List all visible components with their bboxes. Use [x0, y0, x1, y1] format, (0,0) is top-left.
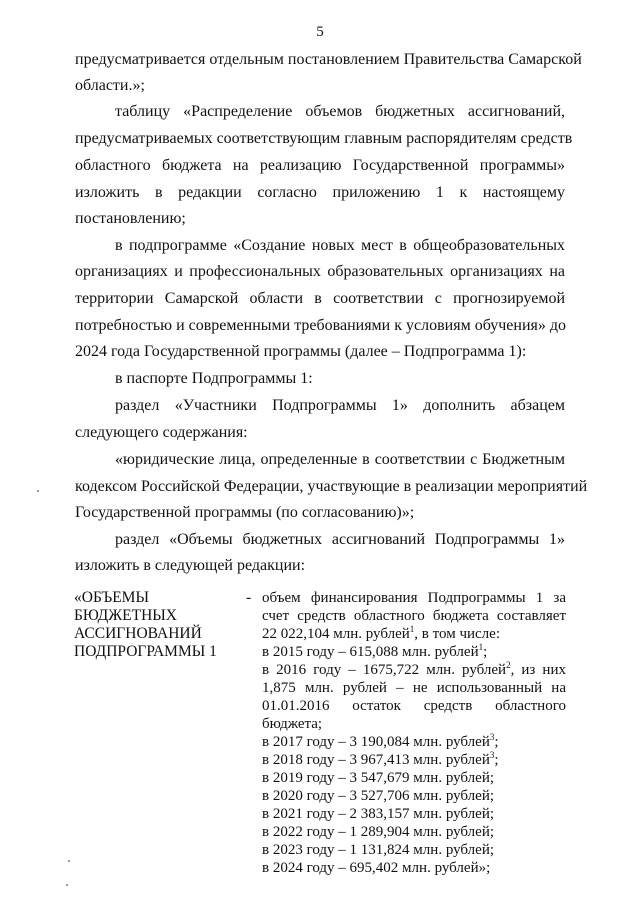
- body-line: 2024 года Государственной программы (далее – Подпрограмма 1):: [75, 343, 527, 360]
- scan-speck: [66, 884, 68, 886]
- table-value-line: в 2023 году – 1 131,824 млн. рублей;: [262, 842, 495, 858]
- table-label-line: ПОДПРОГРАММЫ 1: [74, 643, 217, 660]
- body-line: в паспорте Подпрограммы 1:: [115, 370, 313, 387]
- body-line: потребностью и современными требованиями к условиям обучения» до: [75, 317, 567, 334]
- table-value-line: в 2020 году – 3 527,706 млн. рублей;: [262, 788, 495, 804]
- scan-speck: [37, 490, 39, 492]
- table-value-line: в 2022 году – 1 289,904 млн. рублей;: [262, 824, 495, 840]
- table-value-line: в 2015 году – 615,088 млн. рублей$^1$;: [262, 642, 488, 660]
- page-number: 5: [316, 24, 324, 40]
- body-line: предусматривается отдельным постановлением Правительства Самарской: [75, 51, 582, 68]
- table-value-line: 22 022,104 млн. рублей$^1$, в том числе:: [262, 624, 500, 642]
- table-value-line: в 2017 году – 3 190,084 млн. рублей$^3$;: [262, 732, 499, 750]
- table-value-line: 1,875 млн. рублей – не использованный на: [262, 680, 566, 696]
- table-value-line: в 2019 году – 3 547,679 млн. рублей;: [262, 770, 495, 786]
- table-label-line: «ОБЪЕМЫ: [74, 589, 149, 606]
- table-value-line: 01.01.2016 остаток средств областного: [262, 698, 566, 714]
- table-value-line: в 2018 году – 3 967,413 млн. рублей$^3$;: [262, 750, 499, 768]
- body-line: областного бюджета на реализацию Государственной программы»: [75, 157, 565, 174]
- body-line: таблицу «Распределение объемов бюджетных ассигнований,: [115, 103, 565, 120]
- table-value-line: бюджета;: [262, 716, 323, 732]
- table-value-line: в 2016 году – 1675,722 млн. рублей$^2$, из них: [262, 660, 566, 678]
- table-label-line: БЮДЖЕТНЫХ: [74, 607, 177, 624]
- body-line: организациях и профессиональных образовательных организациях на: [75, 263, 565, 280]
- body-line: следующего содержания:: [75, 424, 248, 441]
- body-line: Государственной программы (по согласованию)»;: [75, 504, 415, 521]
- table-value-line: объем финансирования Подпрограммы 1 за: [262, 590, 566, 606]
- table-label-line: АССИГНОВАНИЙ: [74, 625, 202, 642]
- table-value-line: счет средств областного бюджета составляет: [262, 608, 566, 624]
- body-line: в подпрограмме «Создание новых мест в общеобразовательных: [115, 237, 565, 254]
- body-line: «юридические лица, определенные в соответствии с Бюджетным: [115, 451, 565, 468]
- body-line: раздел «Объемы бюджетных ассигнований Подпрограммы 1»: [115, 531, 565, 548]
- scan-speck: [68, 860, 70, 862]
- body-line: изложить в следующей редакции:: [75, 557, 306, 574]
- body-line: раздел «Участники Подпрограммы 1» дополнить абзацем: [115, 397, 565, 414]
- body-line: изложить в редакции согласно приложению 1 к настоящему: [75, 184, 565, 201]
- body-line: территории Самарской области в соответствии с прогнозируемой: [75, 290, 565, 307]
- table-dash: -: [246, 589, 252, 606]
- table-value-line: в 2021 году – 2 383,157 млн. рублей;: [262, 806, 495, 822]
- body-line: предусматриваемых соответствующим главным распорядителям средств: [75, 130, 573, 147]
- body-line: области.»;: [75, 77, 145, 94]
- body-line: кодексом Российской Федерации, участвующие в реализации мероприятий: [75, 478, 588, 495]
- body-line: постановлению;: [75, 210, 186, 227]
- table-value-line: в 2024 году – 695,402 млн. рублей»;: [262, 860, 491, 876]
